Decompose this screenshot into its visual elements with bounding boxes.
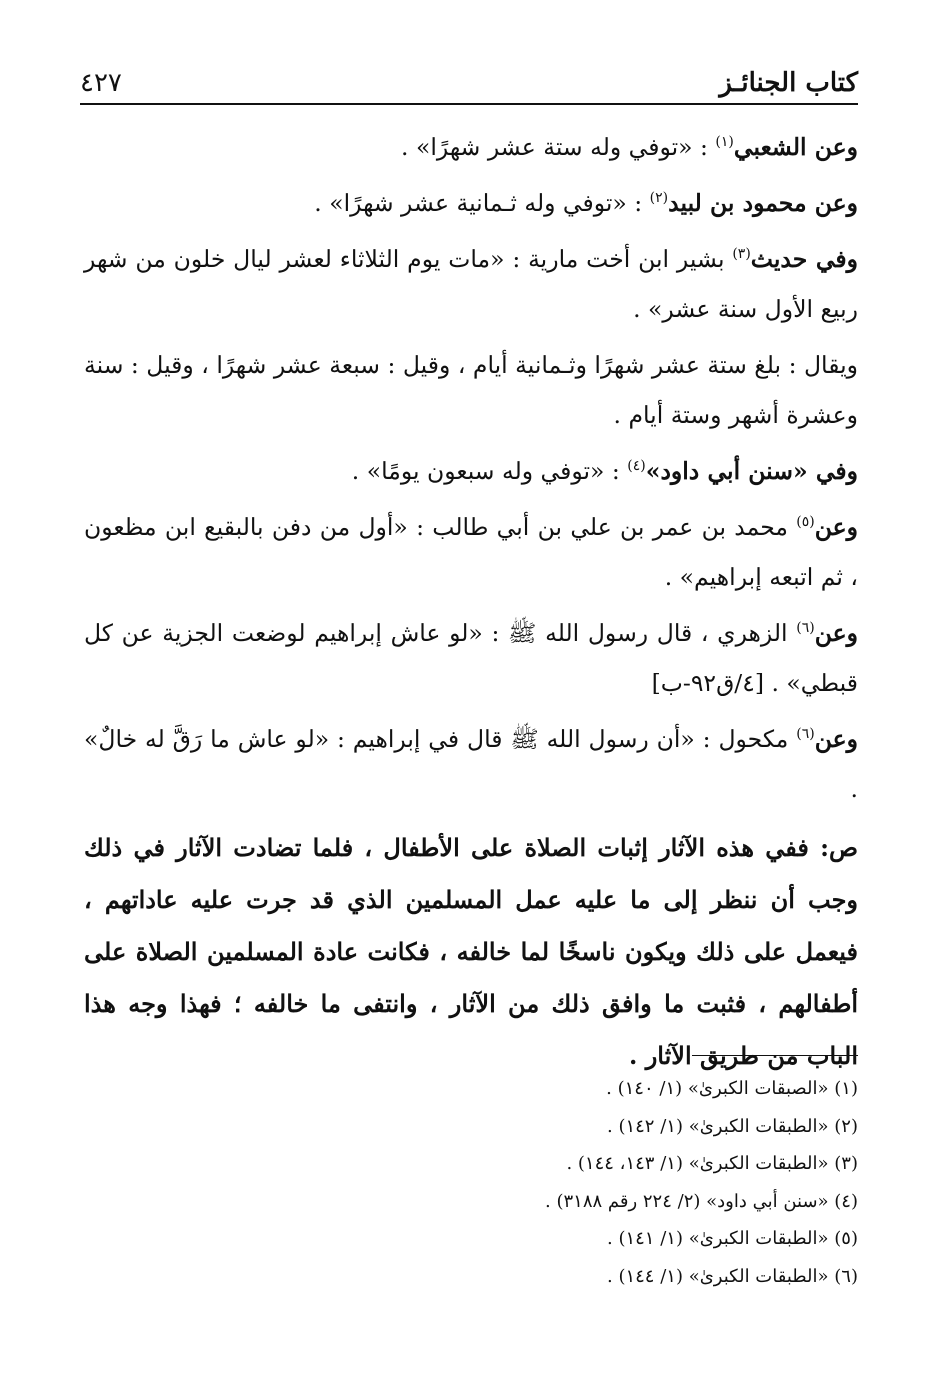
footnote: (٣) «الطبقات الكبرىٰ» (١/ ١٤٣، ١٤٤) . bbox=[566, 1153, 858, 1174]
page-header bbox=[80, 58, 858, 98]
paragraph bbox=[84, 446, 858, 496]
footnote: (٤) «سنن أبي داود» (٢/ ٢٢٤ رقم ٣١٨٨) . bbox=[545, 1190, 858, 1212]
paragraph bbox=[84, 608, 858, 708]
paragraph-text: : «توفي وله سبعون يومًا» . bbox=[351, 457, 628, 485]
footnote-ref: (٢) bbox=[649, 190, 669, 207]
paragraph-text: مكحول : «أن رسول الله ﷺ قال في إبراهيم : «لو عاش ما رَقَّ له خالٌ» . bbox=[84, 725, 858, 803]
paragraph bbox=[84, 178, 858, 228]
paragraph-lead: وعن bbox=[814, 513, 858, 541]
footnotes bbox=[84, 1070, 858, 1295]
paragraph-lead: وعن الشعبي bbox=[733, 133, 858, 161]
paragraph bbox=[84, 122, 858, 172]
conclusion-lead: ص bbox=[828, 833, 858, 862]
paragraph-text: ويقال : بلغ ستة عشر شهرًا وثـمانية أيام ، وقيل : سبعة عشر شهرًا ، وقيل : سنة وعشرة أشهر وستة أيام . bbox=[84, 351, 858, 429]
chapter-title: كتاب الجنائـز bbox=[719, 68, 858, 98]
page-number: ٤٢٧ bbox=[80, 68, 122, 98]
paragraph-text: : «توفي وله ثـمانية عشر شهرًا» . bbox=[314, 189, 650, 217]
paragraph-lead: وفي «سنن أبي داود» bbox=[645, 457, 858, 485]
footnote-ref: (٣) bbox=[732, 246, 751, 263]
footnote: (١) «الصبقات الكبرىٰ» (١/ ١٤٠) . bbox=[606, 1078, 858, 1099]
paragraph-text: محمد بن عمر بن علي بن أبي طالب : «أول من دفن بالبقيع ابن مظعون ، ثم اتبعه إبراهيم» . bbox=[84, 513, 858, 591]
conclusion-text: : ففي هذه الآثار إثبات الصلاة على الأطفال ، فلما تضادت الآثار في ذلك وجب أن ننظر إلى ما عليه عمل المسلمين الذي قد جرت عليه عاداتهم ، فيعمل على ذلك ويكون ناسخًا لما خالفه ، فكانت عادة المسلمين الصلاة على أطفالهم ، فثبت ما وافق ذلك من الآثار ، وانتفى ما خالفه ؛ فهذا وجه هذا الباب من طريق الآثار . bbox=[84, 833, 858, 1070]
paragraph-lead: وعن bbox=[814, 725, 858, 753]
footnote-ref: (٦) bbox=[796, 620, 815, 637]
paragraph-lead: وعن محمود بن لبيد bbox=[668, 189, 858, 217]
footnote-ref: (٤) bbox=[627, 458, 646, 475]
paragraph bbox=[84, 340, 858, 440]
main-text bbox=[84, 122, 858, 1088]
paragraph-lead: وفي حديث bbox=[750, 245, 858, 273]
paragraph-text: بشير ابن أخت مارية : «مات يوم الثلاثاء لعشر ليال خلون من شهر ربيع الأول سنة عشر» . bbox=[84, 245, 858, 323]
footnote: (٦) «الطبقات الكبرىٰ» (١/ ١٤٤) . bbox=[607, 1265, 858, 1287]
footnote: (٥) «الطبقات الكبرىٰ» (١/ ١٤١) . bbox=[607, 1228, 858, 1249]
paragraph bbox=[84, 502, 858, 602]
conclusion-paragraph bbox=[84, 822, 858, 1082]
paragraph-text: : «توفي وله ستة عشر شهرًا» . bbox=[401, 133, 716, 161]
footnote-ref: (٥) bbox=[796, 514, 815, 531]
footnote-ref: (٦) bbox=[796, 726, 815, 743]
footnote-ref: (١) bbox=[715, 134, 734, 151]
footnote: (٢) «الطبقات الكبرىٰ» (١/ ١٤٢) . bbox=[607, 1115, 858, 1137]
header-rule bbox=[80, 103, 858, 105]
paragraph bbox=[84, 234, 858, 334]
footnotes-rule bbox=[692, 1055, 858, 1056]
paragraph-text: الزهري ، قال رسول الله ﷺ : «لو عاش إبراهيم لوضعت الجزية عن كل قبطي» . [٤/ق٩٢-ب] bbox=[84, 619, 858, 697]
paragraph-lead: وعن bbox=[814, 619, 858, 647]
paragraph bbox=[84, 714, 858, 814]
